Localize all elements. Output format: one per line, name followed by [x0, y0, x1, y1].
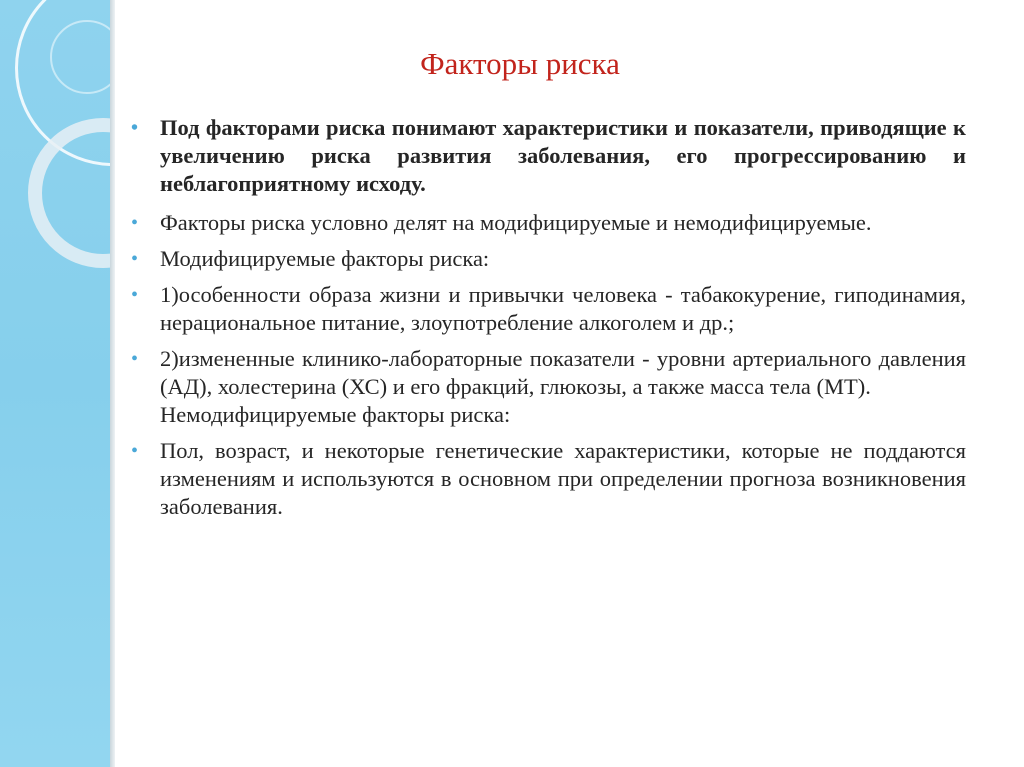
bullet-item [128, 345, 966, 429]
bullet-icon: • [131, 348, 139, 370]
bullet-item [128, 114, 966, 198]
bullet-text: 2)измененные клинико-лабораторные показатели - уровни артериального давления (АД), холестерина (ХС) и его фракций, глюкозы, а также масса тела (МТ). [160, 346, 966, 399]
panel-divider [110, 0, 115, 767]
bullet-icon: • [131, 212, 139, 234]
decorative-side-panel [0, 0, 110, 767]
slide-content [128, 114, 966, 529]
bullet-item [128, 437, 966, 521]
bullet-text: Факторы риска условно делят на модифицируемые и немодифицируемые. [160, 210, 872, 235]
bullet-icon: • [131, 117, 139, 139]
bullet-icon: • [131, 248, 139, 270]
bullet-icon: • [131, 440, 139, 462]
bullet-item [128, 209, 966, 237]
slide-title: Факторы риска [420, 46, 620, 81]
bullet-icon: • [131, 284, 139, 306]
bullet-item [128, 245, 966, 273]
bullet-text: 1)особенности образа жизни и привычки человека - табакокурение, гиподинамия, нерациональное питание, злоупотребление алкоголем и др.; [160, 282, 966, 335]
bullet-item [128, 281, 966, 337]
bullet-subheading: Немодифицируемые факторы риска: [160, 402, 511, 427]
decorative-ring [28, 118, 110, 268]
bullet-text: Под факторами риска понимают характеристики и показатели, приводящие к увеличению риска развития заболевания, его прогрессированию и неблагоприятному исходу. [160, 115, 966, 196]
bullet-text: Модифицируемые факторы риска: [160, 246, 490, 271]
bullet-text: Пол, возраст, и некоторые генетические характеристики, которые не поддаются изменениям и используются в основном при определении прогноза возникновения заболевания. [160, 438, 966, 519]
